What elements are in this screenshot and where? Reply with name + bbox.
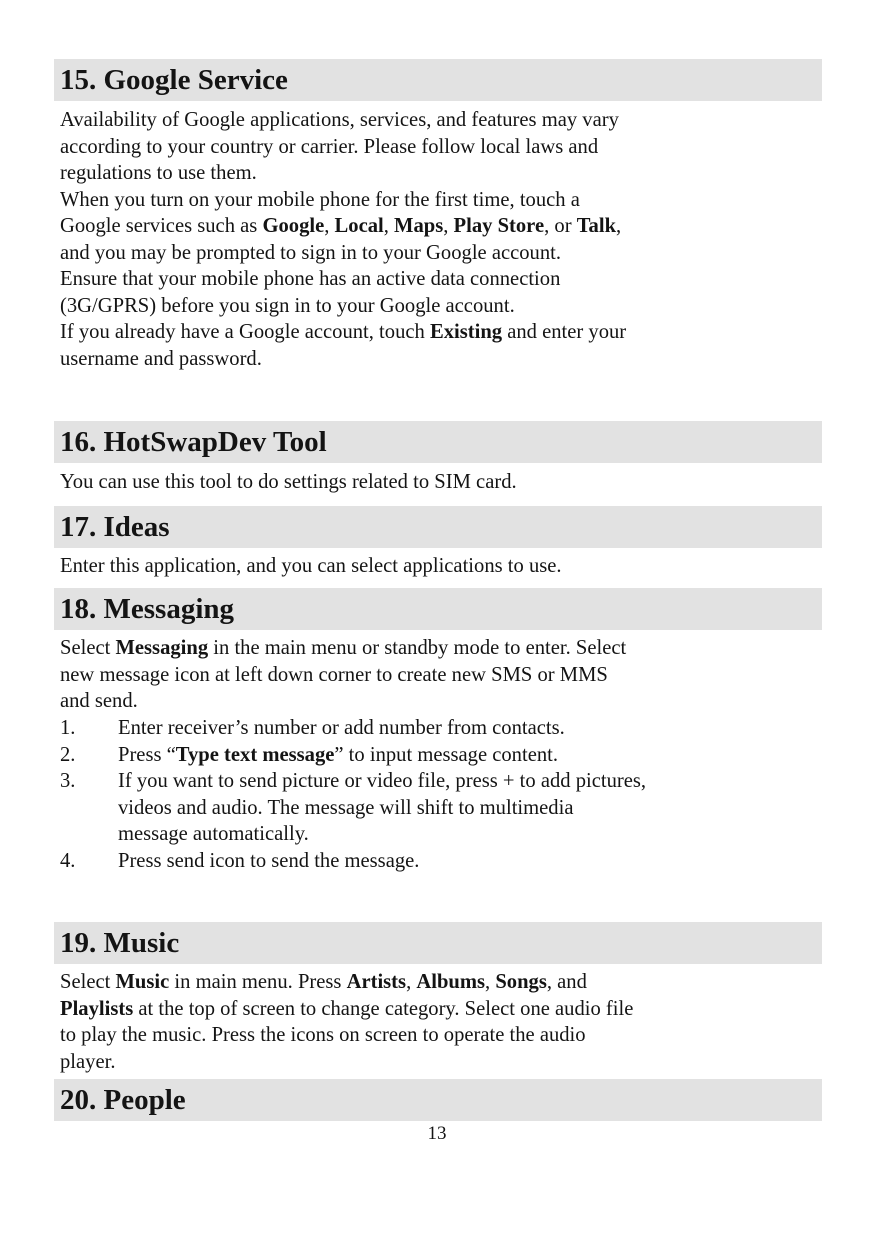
text-line	[60, 187, 820, 214]
text-line	[60, 1049, 820, 1076]
text-line	[60, 662, 820, 689]
text-run: message automatically.	[118, 823, 309, 845]
text-line	[118, 715, 820, 742]
text-run: You can use this tool to do settings related to SIM card.	[60, 471, 517, 493]
text-line	[118, 821, 820, 848]
text-run: Enter this application, and you can select applications to use.	[60, 555, 562, 577]
list-item	[60, 742, 820, 769]
section-body-messaging	[60, 635, 820, 715]
bold-term: Local	[334, 215, 384, 237]
section-body-music	[60, 969, 820, 1075]
text-line	[60, 213, 820, 240]
text-line	[60, 134, 820, 161]
section-body-ideas	[60, 553, 820, 580]
bold-term: Messaging	[115, 637, 209, 659]
text-run: and send.	[60, 690, 138, 712]
bold-term: Play Store	[453, 215, 545, 237]
text-line	[118, 742, 820, 769]
text-run: Select	[60, 971, 116, 993]
bold-term: Talk	[576, 215, 617, 237]
section-heading-google-service: 15. Google Service	[54, 59, 822, 101]
text-run: When you turn on your mobile phone for the first time, touch a	[60, 188, 580, 211]
text-line	[118, 795, 820, 822]
text-run: If you want to send picture or video file, press + to add pictures,	[118, 770, 647, 792]
text-run: Enter receiver’s number or add number from contacts.	[118, 717, 565, 739]
text-run: ,	[406, 971, 417, 993]
bold-term: Artists	[346, 971, 407, 993]
text-line	[60, 160, 820, 187]
list-item	[60, 768, 820, 848]
text-run: (3G/GPRS) before you sign in to your Google account.	[60, 294, 515, 317]
bold-term: Songs	[495, 971, 547, 993]
bold-term: Music	[115, 971, 170, 993]
text-run: Google services such as	[60, 215, 263, 237]
section-body-google-service	[60, 107, 820, 372]
text-line	[60, 107, 820, 134]
text-line	[60, 969, 820, 996]
text-run: at the top of screen to change category. Select one audio file	[133, 997, 634, 1020]
text-run: ,	[443, 215, 454, 237]
text-run: Select	[60, 637, 116, 659]
text-run: to play the music. Press the icons on screen to operate the audio	[60, 1024, 586, 1046]
text-line	[60, 346, 820, 373]
section-heading-ideas: 17. Ideas	[54, 506, 822, 548]
bold-term: Maps	[394, 215, 444, 237]
text-line	[60, 635, 820, 662]
list-item	[60, 848, 820, 875]
bold-term: Type text message	[175, 743, 335, 766]
section-heading-music: 19. Music	[54, 922, 822, 964]
text-run: in main menu. Press	[169, 971, 347, 993]
bold-term: Existing	[429, 321, 503, 343]
text-run: ,	[383, 215, 395, 237]
text-run: and you may be prompted to sign in to your Google account.	[60, 241, 562, 264]
text-line	[60, 688, 820, 715]
text-run: Press “	[118, 743, 176, 766]
text-line	[60, 1022, 820, 1049]
text-line	[118, 768, 820, 795]
text-line	[60, 996, 820, 1023]
page-number: 13	[427, 1123, 447, 1144]
list-item-number: 3.	[60, 770, 76, 792]
text-line	[118, 848, 820, 875]
section-heading-hotswapdev-tool: 16. HotSwapDev Tool	[54, 421, 822, 463]
section-heading-messaging: 18. Messaging	[54, 588, 822, 630]
text-run: Ensure that your mobile phone has an active data connection	[60, 268, 561, 290]
section-body-hotswapdev-tool	[60, 469, 820, 496]
list-item-number: 2.	[60, 743, 76, 766]
text-run: ,	[324, 215, 335, 237]
bold-term: Playlists	[60, 997, 134, 1020]
text-run: regulations to use them.	[60, 162, 257, 184]
text-line	[60, 293, 820, 320]
text-run: If you already have a Google account, touch	[60, 321, 430, 343]
section-heading-people: 20. People	[54, 1079, 822, 1121]
text-run: ,	[485, 971, 496, 993]
bold-term: Albums	[416, 971, 486, 993]
messaging-steps-list	[60, 715, 820, 874]
bold-term: Google	[262, 215, 325, 237]
text-line	[60, 266, 820, 293]
list-item-number: 4.	[60, 849, 76, 872]
text-run: , or	[544, 215, 577, 237]
text-line	[60, 469, 820, 496]
text-run: new message icon at left down corner to create new SMS or MMS	[60, 663, 608, 686]
list-item-number: 1.	[60, 717, 76, 739]
text-run: player.	[60, 1050, 116, 1073]
text-run: , and	[546, 971, 587, 993]
list-item	[60, 715, 820, 742]
text-run: Availability of Google applications, services, and features may vary	[60, 109, 619, 131]
text-run: username and password.	[60, 347, 262, 370]
text-run: ,	[616, 215, 622, 237]
text-run: in the main menu or standby mode to enter. Select	[208, 637, 627, 659]
text-run: videos and audio. The message will shift to multimedia	[118, 796, 574, 819]
text-line	[60, 240, 820, 267]
text-line	[60, 553, 820, 580]
text-run: Press send icon to send the message.	[118, 849, 420, 872]
text-run: and enter your	[502, 321, 627, 343]
text-run: ” to input message content.	[334, 743, 559, 766]
text-line	[60, 319, 820, 346]
text-run: according to your country or carrier. Please follow local laws and	[60, 135, 599, 158]
